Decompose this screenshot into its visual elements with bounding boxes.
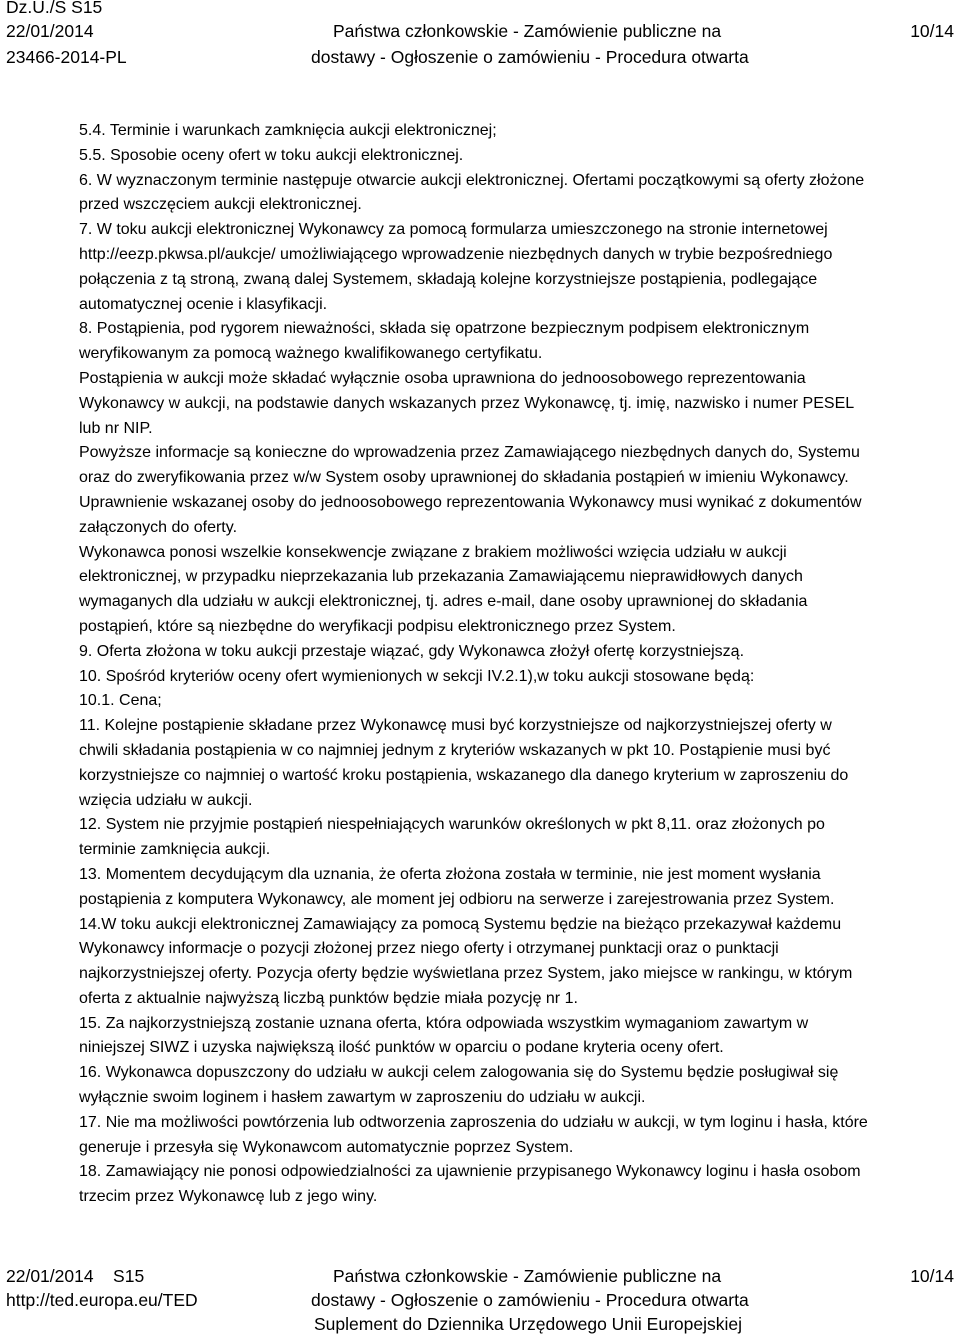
body-line: Uprawnienie wskazanej osoby do jednoosobowego reprezentowania Wykonawcy musi wynikać z dokumentów bbox=[79, 493, 862, 511]
body-line: automatycznej ocenie i klasyfikacji. bbox=[79, 295, 328, 313]
body-line: 8. Postąpienia, pod rygorem nieważności, składa się opatrzone bezpiecznym podpisem elektronicznym bbox=[79, 320, 810, 338]
body-line: korzystniejsze co najmniej o wartość kroku postąpienia, wskazanego dla danego kryterium w zaproszeniu do bbox=[79, 766, 849, 784]
body-line: załączonych do oferty. bbox=[79, 518, 238, 536]
body-line: 11. Kolejne postąpienie składane przez Wykonawcę musi być korzystniejsze od najkorzystniejszej oferty w bbox=[79, 717, 832, 735]
footer-title-line1: Państwa członkowskie - Zamówienie publiczne na bbox=[333, 1266, 722, 1286]
body-line: 13. Momentem decydującym dla uznania, że oferta złożona została w terminie, nie jest moment wysłania bbox=[79, 865, 821, 883]
body-line: niniejszej SIWZ i uzyska największą ilość punktów w oparciu o podane kryteria oceny ofert. bbox=[79, 1039, 724, 1057]
body-line: terminie zamknięcia aukcji. bbox=[79, 841, 271, 859]
body-line: 10.1. Cena; bbox=[79, 692, 162, 710]
body-line: 15. Za najkorzystniejszą zostanie uznana oferta, która odpowiada wszystkim wymaganiom zawartym w bbox=[79, 1014, 809, 1032]
footer-url[interactable]: http://ted.europa.eu/TED bbox=[6, 1290, 198, 1310]
body-line: 12. System nie przyjmie postąpień niespełniających warunków określonych w pkt 8,11. oraz złożonych po bbox=[79, 816, 825, 834]
body-line: 17. Nie ma możliwości powtórzenia lub odtworzenia zaproszenia do udziału w aukcji, w tym loginu i hasła, które bbox=[79, 1113, 868, 1131]
body-line: wzięcia udziału w aukcji. bbox=[79, 791, 253, 809]
auction-platform-link[interactable]: http://eezp.pkwsa.pl/aukcje/ bbox=[79, 245, 276, 263]
body-line: lub nr NIP. bbox=[79, 419, 153, 437]
link-suffix-text: umożliwiającego wprowadzenie niezbędnych danych w trybie bezpośredniego bbox=[275, 245, 833, 263]
body-line: 18. Zamawiający nie ponosi odpowiedzialności za ujawnienie przypisanego Wykonawcy loginu i hasła osobom bbox=[79, 1163, 861, 1181]
body-line: 10. Spośród kryteriów oceny ofert wymienionych w sekcji IV.2.1),w toku aukcji stosowane będą: bbox=[79, 667, 755, 685]
body-line: Wykonawcy informacje o pozycji złożonej przez niego oferty i otrzymanej punktacji oraz o punktacji bbox=[79, 940, 779, 958]
body-line: generuje i przesyła się Wykonawcom automatycznie poprzez System. bbox=[79, 1138, 574, 1156]
body-line: Wykonawcy w aukcji, na podstawie danych wskazanych przez Wykonawcę, tj. imię, nazwisko i numer PESEL bbox=[79, 394, 855, 412]
body-line: 7. W toku aukcji elektronicznej Wykonawcy za pomocą formularza umieszczonego na stronie internetowej bbox=[79, 221, 828, 239]
footer-series: S15 bbox=[113, 1266, 145, 1286]
footer-title-line2: dostawy - Ogłoszenie o zamówieniu - Procedura otwarta bbox=[311, 1290, 749, 1310]
body-line: weryfikowanym za pomocą ważnego kwalifikowanego certyfikatu. bbox=[79, 345, 543, 363]
body-line: oferta z aktualnie najwyższą liczbą punktów będzie miała pozycję nr 1. bbox=[79, 989, 578, 1007]
header-title-line2: dostawy - Ogłoszenie o zamówieniu - Procedura otwarta bbox=[311, 47, 749, 67]
body-line: 6. W wyznaczonym terminie następuje otwarcie aukcji elektronicznej. Ofertami początkowymi są oferty złożone bbox=[79, 171, 865, 189]
document-body bbox=[79, 119, 957, 1210]
body-line: Postąpienia w aukcji może składać wyłącznie osoba uprawniona do jednoosobowego reprezentowania bbox=[79, 369, 806, 387]
body-line: postąpienia z komputera Wykonawcy, ale moment jej odbioru na serwerze i zarejestrowania przez System. bbox=[79, 890, 835, 908]
body-line-with-link bbox=[79, 243, 957, 268]
footer-page-number: 10/14 bbox=[910, 1266, 954, 1286]
body-line: Wykonawca ponosi wszelkie konsekwencje związane z brakiem możliwości wzięcia udziału w aukcji bbox=[79, 543, 787, 561]
header-title-line1: Państwa członkowskie - Zamówienie publiczne na bbox=[333, 21, 722, 41]
body-line: 5.4. Terminie i warunkach zamknięcia aukcji elektronicznej; bbox=[79, 122, 497, 139]
body-line: oraz do zweryfikowania przez w/w System osoby uprawnionej do składania postąpień w imieniu Wykonawcy. bbox=[79, 469, 849, 487]
body-line: chwili składania postąpienia w co najmniej jednym z kryteriów wskazanych w pkt 10. Postąpienie musi być bbox=[79, 741, 831, 759]
header-date: 22/01/2014 bbox=[6, 21, 94, 41]
body-line: trzecim przez Wykonawcę lub z jego winy. bbox=[79, 1188, 378, 1206]
body-line: najkorzystniejszej oferty. Pozycja oferty będzie wyświetlana przez System, jako miejsce w rankingu, w którym bbox=[79, 965, 853, 983]
body-line: 16. Wykonawca dopuszczony do udziału w aukcji celem zalogowania się do Systemu będzie posługiwał się bbox=[79, 1064, 839, 1082]
body-line: wymaganych dla udziału w aukcji elektronicznej, tj. adres e-mail, dane osoby uprawnionej do składania bbox=[79, 593, 808, 611]
body-line: przed wszczęciem aukcji elektronicznej. bbox=[79, 196, 362, 214]
header-doc-id: 23466-2014-PL bbox=[6, 47, 127, 67]
body-line: postąpień, które są niezbędne do weryfikacji podpisu elektronicznego przez System. bbox=[79, 617, 676, 635]
footer-title-line3: Suplement do Dziennika Urzędowego Unii Europejskiej bbox=[314, 1314, 743, 1334]
body-line: elektronicznej, w przypadku nieprzekazania lub przekazania Zamawiającemu nieprawidłowych danych bbox=[79, 568, 803, 586]
header-page-number: 10/14 bbox=[910, 21, 954, 41]
body-line: 5.5. Sposobie oceny ofert w toku aukcji elektronicznej. bbox=[79, 146, 464, 164]
body-line: połączenia z tą stroną, zwaną dalej Systemem, składają kolejne korzystniejsze postąpienia, podlegające bbox=[79, 270, 818, 288]
footer-date: 22/01/2014 bbox=[6, 1266, 94, 1286]
body-line: wyłącznie swoim loginem i hasłem zawartym w zaproszeniu do udziału w aukcji. bbox=[79, 1089, 646, 1107]
body-line: 9. Oferta złożona w toku aukcji przestaje wiązać, gdy Wykonawca złożył ofertę korzystniejszą. bbox=[79, 642, 745, 660]
body-line: Powyższe informacje są konieczne do wprowadzenia przez Zamawiającego niezbędnych danych do, Systemu bbox=[79, 444, 860, 462]
journal-ref: Dz.U./S S15 bbox=[6, 0, 103, 17]
footer-date-series bbox=[6, 1264, 144, 1288]
body-line: 14.W toku aukcji elektronicznej Zamawiający za pomocą Systemu będzie na bieżąco przekazywał każdemu bbox=[79, 915, 842, 933]
